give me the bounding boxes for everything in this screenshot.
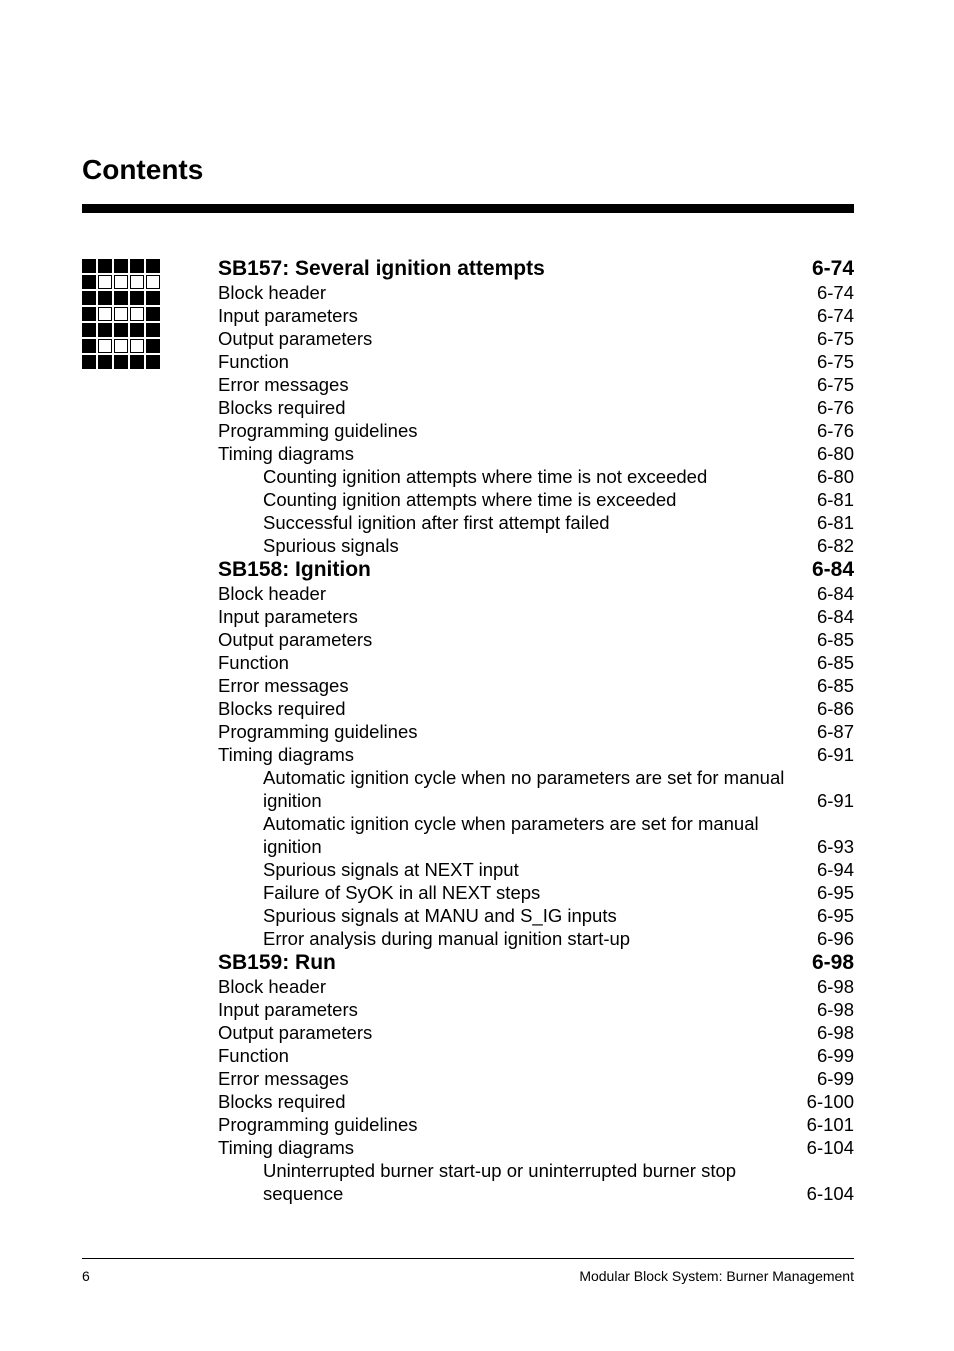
toc-page-number: 6-98 [816, 1022, 854, 1043]
toc-page-number: 6-84 [811, 558, 854, 581]
toc-label: Spurious signals at MANU and S_IG inputs [263, 905, 617, 926]
contents-grid-icon [82, 259, 160, 369]
grid-icon-cell [98, 323, 112, 337]
toc-label: Error analysis during manual ignition start-up [263, 928, 631, 949]
toc-entry[interactable] [218, 373, 854, 396]
toc-label: Timing diagrams [218, 1137, 355, 1158]
toc-page-number: 6-104 [806, 1137, 854, 1158]
grid-icon-cell [130, 323, 144, 337]
toc-page-number: 6-82 [816, 535, 854, 556]
toc-page-number: 6-104 [806, 1183, 854, 1204]
grid-icon-cell [130, 339, 144, 353]
toc-entry[interactable] [218, 743, 854, 766]
toc-label: Block header [218, 976, 326, 997]
toc-section[interactable] [218, 951, 854, 975]
toc-label: Failure of SyOK in all NEXT steps [263, 882, 541, 903]
toc-subentry[interactable] [218, 858, 854, 881]
title-rule [82, 204, 854, 213]
toc-section[interactable] [218, 558, 854, 582]
toc-page-number: 6-95 [816, 905, 854, 926]
grid-icon-cell [130, 307, 144, 321]
toc-subentry[interactable] [218, 904, 854, 927]
toc-page-number: 6-98 [816, 999, 854, 1020]
toc-label: Output parameters [218, 328, 373, 349]
toc-label: Function [218, 652, 289, 673]
toc-label: Blocks required [218, 1091, 346, 1112]
toc-page-number: 6-85 [816, 629, 854, 650]
grid-icon-cell [114, 307, 128, 321]
grid-icon-cell [146, 307, 160, 321]
toc-page-number: 6-75 [816, 328, 854, 349]
toc-entry[interactable] [218, 674, 854, 697]
toc-label: Timing diagrams [218, 443, 355, 464]
toc-entry[interactable] [218, 697, 854, 720]
grid-icon-cell [82, 339, 96, 353]
grid-icon-cell [98, 275, 112, 289]
toc-page-number: 6-101 [806, 1114, 854, 1135]
grid-icon-cell [82, 259, 96, 273]
toc-entry[interactable] [218, 628, 854, 651]
grid-icon-cell [114, 259, 128, 273]
toc-subentry[interactable] [218, 766, 854, 812]
page-title: Contents [82, 154, 204, 185]
toc-label: Output parameters [218, 1022, 373, 1043]
toc-subentry[interactable] [218, 927, 854, 950]
toc-entry[interactable] [218, 1136, 854, 1159]
toc-page-number: 6-98 [816, 976, 854, 997]
toc-subentry[interactable] [218, 534, 854, 557]
toc-page-number: 6-74 [811, 257, 854, 280]
grid-icon-cell [82, 307, 96, 321]
toc-page-number: 6-99 [816, 1045, 854, 1066]
toc-entry[interactable] [218, 304, 854, 327]
toc-label: Successful ignition after first attempt failed [263, 512, 610, 533]
toc-page-number: 6-75 [816, 351, 854, 372]
toc-entry[interactable] [218, 651, 854, 674]
toc-label: Block header [218, 282, 326, 303]
toc-label: Input parameters [218, 999, 358, 1020]
toc-label: Error messages [218, 374, 349, 395]
grid-icon-cell [146, 339, 160, 353]
toc-page-number: 6-81 [816, 489, 854, 510]
toc-entry[interactable] [218, 1090, 854, 1113]
toc-page-number: 6-80 [816, 466, 854, 487]
toc-page-number: 6-76 [816, 397, 854, 418]
toc-page-number: 6-85 [816, 652, 854, 673]
grid-icon-cell [130, 355, 144, 369]
grid-icon-cell [82, 291, 96, 305]
toc-label: Input parameters [218, 606, 358, 627]
toc-label: Spurious signals [263, 535, 399, 556]
grid-icon-cell [146, 259, 160, 273]
grid-icon-cell [82, 275, 96, 289]
toc-page-number: 6-84 [816, 583, 854, 604]
footer-rule [82, 1258, 854, 1259]
table-of-contents [218, 257, 854, 1205]
toc-label: Function [218, 351, 289, 372]
toc-page-number: 6-95 [816, 882, 854, 903]
toc-label: Counting ignition attempts where time is exceeded [263, 489, 677, 510]
toc-entry[interactable] [218, 1067, 854, 1090]
toc-label: Error messages [218, 1068, 349, 1089]
toc-page-number: 6-76 [816, 420, 854, 441]
toc-label: Uninterrupted burner start-up or uninterrupted burner stop sequence [263, 1160, 737, 1204]
toc-page-number: 6-91 [816, 744, 854, 765]
toc-label: SB158: Ignition [218, 558, 371, 581]
toc-page-number: 6-91 [816, 790, 854, 811]
toc-label: SB159: Run [218, 951, 336, 974]
toc-label: Timing diagrams [218, 744, 355, 765]
toc-entry[interactable] [218, 396, 854, 419]
toc-entry[interactable] [218, 582, 854, 605]
toc-label: Automatic ignition cycle when no parameters are set for manual ignition [263, 767, 785, 811]
toc-page-number: 6-81 [816, 512, 854, 533]
toc-page-number: 6-75 [816, 374, 854, 395]
grid-icon-cell [114, 291, 128, 305]
grid-icon-cell [114, 339, 128, 353]
toc-section[interactable] [218, 257, 854, 281]
toc-label: Error messages [218, 675, 349, 696]
grid-icon-cell [82, 323, 96, 337]
toc-subentry[interactable] [218, 1159, 854, 1205]
grid-icon-cell [146, 323, 160, 337]
grid-icon-cell [98, 307, 112, 321]
toc-page-number: 6-80 [816, 443, 854, 464]
toc-page-number: 6-100 [806, 1091, 854, 1112]
grid-icon-cell [146, 355, 160, 369]
toc-label: Programming guidelines [218, 1114, 418, 1135]
grid-icon-cell [130, 291, 144, 305]
grid-icon-cell [98, 291, 112, 305]
grid-icon-cell [114, 275, 128, 289]
toc-label: Function [218, 1045, 289, 1066]
toc-page-number: 6-84 [816, 606, 854, 627]
toc-page-number: 6-99 [816, 1068, 854, 1089]
grid-icon-cell [98, 355, 112, 369]
grid-icon-cell [98, 339, 112, 353]
toc-label: Spurious signals at NEXT input [263, 859, 519, 880]
toc-subentry[interactable] [218, 465, 854, 488]
toc-subentry[interactable] [218, 881, 854, 904]
toc-entry[interactable] [218, 998, 854, 1021]
footer-page-number: 6 [82, 1268, 90, 1284]
footer-title: Modular Block System: Burner Management [579, 1268, 854, 1284]
grid-icon-cell [114, 323, 128, 337]
toc-page-number: 6-85 [816, 675, 854, 696]
toc-page-number: 6-98 [811, 951, 854, 974]
grid-icon-cell [82, 355, 96, 369]
toc-entry[interactable] [218, 1021, 854, 1044]
toc-entry[interactable] [218, 975, 854, 998]
toc-label: Programming guidelines [218, 420, 418, 441]
toc-entry[interactable] [218, 442, 854, 465]
grid-icon-cell [130, 275, 144, 289]
toc-entry[interactable] [218, 419, 854, 442]
toc-label: Automatic ignition cycle when parameters are set for manual ignition [263, 813, 759, 857]
toc-page-number: 6-87 [816, 721, 854, 742]
toc-entry[interactable] [218, 720, 854, 743]
toc-entry[interactable] [218, 350, 854, 373]
grid-icon-cell [98, 259, 112, 273]
toc-page-number: 6-86 [816, 698, 854, 719]
toc-label: Programming guidelines [218, 721, 418, 742]
toc-subentry[interactable] [218, 511, 854, 534]
toc-label: Input parameters [218, 305, 358, 326]
toc-entry[interactable] [218, 327, 854, 350]
toc-label: Blocks required [218, 397, 346, 418]
toc-page-number: 6-74 [816, 305, 854, 326]
toc-page-number: 6-94 [816, 859, 854, 880]
toc-label: Output parameters [218, 629, 373, 650]
toc-page-number: 6-74 [816, 282, 854, 303]
toc-entry[interactable] [218, 605, 854, 628]
toc-label: Blocks required [218, 698, 346, 719]
grid-icon-cell [130, 259, 144, 273]
toc-page-number: 6-96 [816, 928, 854, 949]
toc-label: Block header [218, 583, 326, 604]
toc-subentry[interactable] [218, 812, 854, 858]
toc-entry[interactable] [218, 1044, 854, 1067]
grid-icon-cell [114, 355, 128, 369]
toc-subentry[interactable] [218, 488, 854, 511]
toc-label: Counting ignition attempts where time is not exceeded [263, 466, 708, 487]
grid-icon-cell [146, 275, 160, 289]
toc-entry[interactable] [218, 281, 854, 304]
toc-label: SB157: Several ignition attempts [218, 257, 545, 280]
toc-page-number: 6-93 [816, 836, 854, 857]
toc-entry[interactable] [218, 1113, 854, 1136]
grid-icon-cell [146, 291, 160, 305]
